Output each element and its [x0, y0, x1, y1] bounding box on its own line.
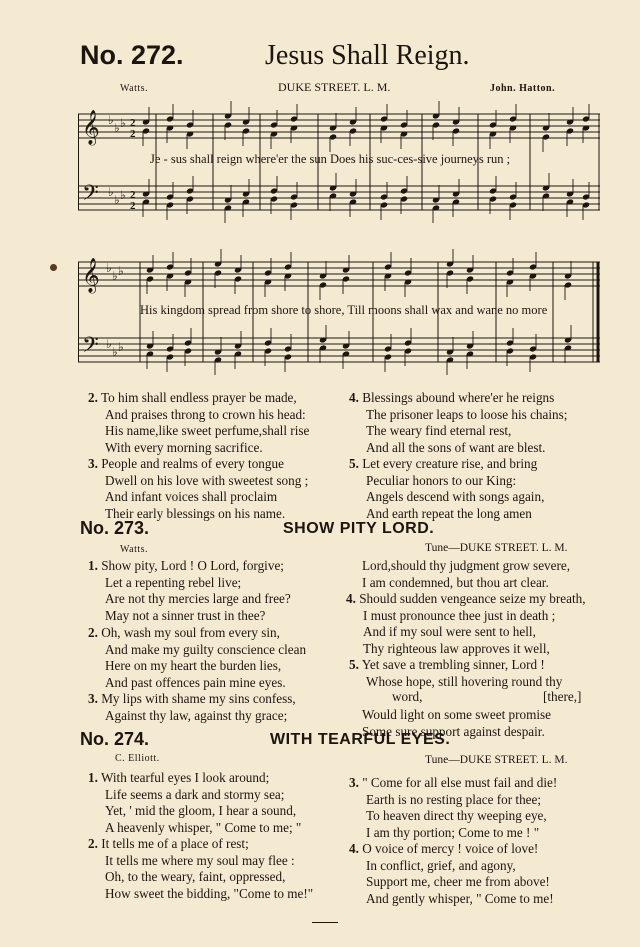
hymn-273-verse-5-word: word,	[392, 689, 423, 704]
verse-line: The prisoner leaps to loose his chains;	[366, 406, 568, 422]
hymn-274-verse-3	[349, 775, 557, 841]
verse-line: Yet save a trembling sinner, Lord !	[361, 657, 545, 672]
verse-number: 5.	[349, 456, 359, 471]
hymn-273-tune: Tune—DUKE STREET. L. M.	[425, 542, 568, 554]
verse-line: It tells me where my soul may flee :	[105, 852, 295, 868]
verse-line: Would light on some sweet promise	[362, 707, 552, 722]
verse-number: 3.	[88, 456, 98, 471]
verse-line: Blessings abound where'er he reigns	[362, 390, 555, 405]
hymn-273-verse-3	[88, 691, 296, 724]
verse-line: A heavenly whisper, " Come to me; "	[105, 819, 302, 835]
hymn-273-verse-2	[88, 625, 306, 691]
verse-line: Some sure support against despair.	[362, 723, 545, 739]
verse-line: His name,like sweet perfume,shall rise	[105, 423, 310, 439]
verse-line: And if my soul were sent to hell,	[363, 624, 536, 640]
hymn-273-title: SHOW PITY LORD.	[283, 520, 435, 537]
verse-line: Dwell on his love with sweetest song ;	[105, 472, 309, 488]
verse-number: 1.	[88, 770, 98, 785]
hymn-274-author: C. Elliott.	[115, 753, 160, 764]
verse-line: Whose hope, still hovering round thy	[366, 673, 563, 689]
verse-line: Let a repenting rebel live;	[105, 574, 242, 590]
verse-line: To heaven direct thy weeping eye,	[366, 808, 547, 824]
verse-line: And earth repeat the long amen	[366, 505, 532, 521]
verse-number: 3.	[349, 775, 359, 790]
svg-text:♭: ♭	[120, 188, 126, 202]
verse-number: 5.	[349, 657, 359, 672]
hymn-272-verse-5	[349, 456, 544, 522]
verse-line: People and realms of every tongue	[101, 456, 284, 471]
hymn-274-verse-1	[88, 770, 301, 836]
verse-line: Show pity, Lord ! O Lord, forgive;	[101, 558, 284, 573]
svg-text:♭: ♭	[108, 185, 114, 199]
verse-line: And all the sons of want are blest.	[366, 439, 546, 455]
hymn-273-number: No. 273.	[80, 518, 150, 538]
verse-number: 4.	[349, 841, 359, 856]
svg-text:𝄞: 𝄞	[82, 111, 100, 144]
svg-text:♭: ♭	[106, 261, 112, 275]
hymn-272-title: Jesus Shall Reign.	[265, 40, 470, 71]
verse-number: 4.	[346, 591, 356, 606]
verse-line: Are not thy mercies large and free?	[105, 591, 291, 607]
verse-number: 3.	[88, 691, 98, 706]
verse-line: Earth is no resting place for thee;	[366, 791, 542, 807]
verse-line: " Come for all else must fail and die!	[362, 775, 558, 790]
hymn-273-author: Watts.	[120, 544, 149, 555]
verse-number: 2.	[88, 390, 98, 405]
verse-line: Here on my heart the burden lies,	[105, 658, 282, 674]
svg-text:♭: ♭	[106, 337, 112, 351]
verse-number: 4.	[349, 390, 359, 405]
hymn-274-verse-4	[349, 841, 554, 907]
verse-line: Angels descend with songs again,	[366, 489, 545, 505]
hymn-273-verse-5	[349, 657, 562, 690]
verse-line: Their early blessings on his name.	[105, 505, 286, 521]
verse-line: And infant voices shall proclaim	[105, 489, 278, 505]
hymn-273-verse-5-there: [there,]	[543, 689, 582, 704]
svg-text:2: 2	[130, 117, 136, 129]
hymn-272-author: Watts.	[120, 83, 149, 94]
verse-line: It tells me of a place of rest;	[101, 836, 249, 851]
hymn-273-verse-4	[346, 591, 586, 657]
hymn-272-lyric-line-1: Je - sus shall reign where'er the sun Does his suc-ces-sive journeys run ;	[150, 152, 511, 166]
svg-text:𝄢: 𝄢	[82, 333, 99, 362]
hymn-272-composer: John. Hatton.	[490, 83, 556, 94]
verse-line: Oh, to the weary, faint, oppressed,	[105, 869, 286, 885]
svg-text:♭: ♭	[112, 269, 118, 283]
svg-text:2: 2	[130, 189, 136, 201]
hymn-274-title: WITH TEARFUL EYES.	[270, 731, 451, 748]
hymn-272-verse-2	[88, 390, 309, 456]
hymn-272-tune: DUKE STREET. L. M.	[278, 80, 391, 94]
verse-line: My lips with shame my sins confess,	[101, 691, 296, 706]
svg-text:♭: ♭	[118, 340, 124, 354]
verse-line: In conflict, grief, and agony,	[366, 857, 516, 873]
verse-line: And past offences pain mine eyes.	[105, 674, 286, 690]
svg-text:♭: ♭	[112, 345, 118, 359]
svg-text:♭: ♭	[118, 264, 124, 278]
footer-rule	[312, 922, 338, 923]
verse-line: And gently whisper, " Come to me!	[366, 890, 554, 906]
svg-text:♭: ♭	[108, 113, 114, 127]
verse-line: To him shall endless prayer be made,	[100, 390, 297, 405]
verse-line: Let every creature rise, and bring	[362, 456, 538, 471]
verse-line: With tearful eyes I look around;	[100, 770, 270, 785]
hymn-273-verse-1	[88, 558, 291, 624]
verse-line: How sweet the bidding, "Come to me!"	[105, 885, 314, 901]
verse-number: 1.	[88, 558, 98, 573]
verse-line: I am thy portion; Come to me ! "	[366, 824, 540, 840]
hymn-272-verse-3	[88, 456, 308, 522]
verse-line: I must pronounce thee just in death ;	[363, 607, 556, 623]
verse-line: Support me, cheer me from above!	[366, 874, 550, 890]
margin-ink-mark	[50, 264, 57, 271]
hymn-274-number: No. 274.	[80, 729, 150, 749]
verse-line: Lord,should thy judgment grow severe,	[362, 558, 571, 573]
verse-line: Yet, ' mid the gloom, I hear a sound,	[105, 803, 297, 819]
verse-line: I am condemned, but thou art clear.	[362, 574, 549, 590]
verse-number: 2.	[88, 625, 98, 640]
hymn-272-verse-4	[349, 390, 567, 456]
verse-line: Life seems a dark and stormy sea;	[105, 786, 285, 802]
hymn-272-number: No. 272.	[80, 40, 184, 70]
svg-text:2: 2	[130, 200, 136, 212]
svg-text:♭: ♭	[120, 116, 126, 130]
verse-line: May not a sinner trust in thee?	[105, 607, 266, 623]
hymn-274-tune: Tune—DUKE STREET. L. M.	[425, 754, 568, 766]
svg-text:♭: ♭	[114, 121, 120, 135]
svg-text:𝄞: 𝄞	[82, 259, 100, 292]
verse-line: Thy righteous law approves it well,	[363, 640, 550, 656]
verse-line: And praises throng to crown his head:	[105, 406, 306, 422]
hymn-272-lyric-line-2: His kingdom spread from shore to shore, Till moons shall wax and wane no more	[140, 303, 548, 317]
verse-line: Against thy law, against thy grace;	[105, 707, 288, 723]
verse-line: Oh, wash my soul from every sin,	[101, 625, 280, 640]
verse-line: O voice of mercy ! voice of love!	[362, 841, 539, 856]
hymn-273-verse-3-continued	[362, 558, 570, 591]
verse-line: Peculiar honors to our King:	[366, 472, 517, 488]
verse-line: With every morning sacrifice.	[105, 439, 263, 455]
svg-text:𝄢: 𝄢	[82, 181, 99, 210]
svg-text:♭: ♭	[114, 193, 120, 207]
hymn-274-verse-2	[88, 836, 313, 902]
svg-text:2: 2	[130, 128, 136, 140]
verse-line: And make my guilty conscience clean	[105, 641, 307, 657]
verse-number: 2.	[88, 836, 98, 851]
verse-line: The weary find eternal rest,	[366, 423, 512, 439]
verse-line: Should sudden vengeance seize my breath,	[359, 591, 586, 606]
